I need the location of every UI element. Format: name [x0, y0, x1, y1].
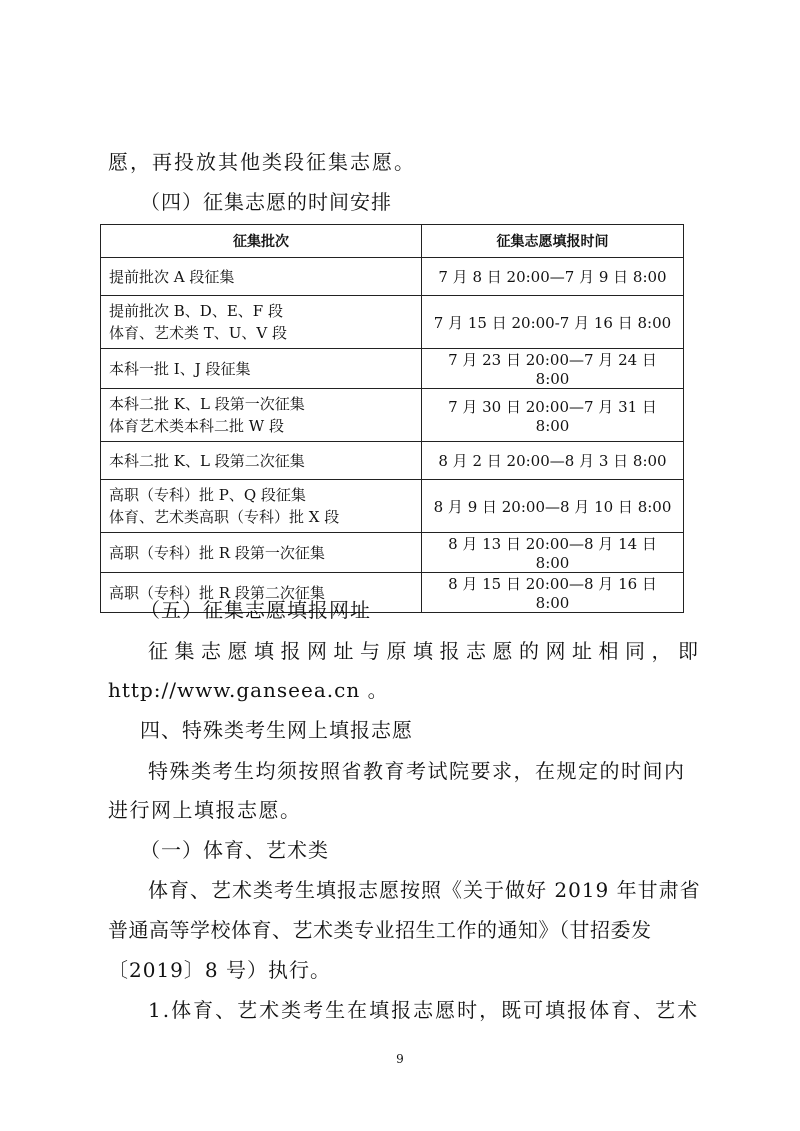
- batch-line: 体育、艺术类 T、U、V 段: [109, 324, 288, 342]
- batch-line: 本科二批 K、L 段第二次征集: [109, 451, 305, 470]
- column-header-batch: 征集批次: [101, 225, 422, 258]
- chapter-heading-special-candidates: 四、特殊类考生网上填报志愿: [140, 718, 413, 742]
- page-number: 9: [396, 1052, 404, 1066]
- table-row: [101, 442, 684, 480]
- schedule-table: [100, 224, 684, 613]
- time-cell: 8 月 2 日 20:00—8 月 3 日 8:00: [422, 442, 684, 480]
- batch-line: 提前批次 B、D、E、F 段: [109, 302, 283, 320]
- batch-line: 提前批次 A 段征集: [109, 267, 235, 286]
- table-row: [101, 258, 684, 296]
- batch-cell: [101, 349, 422, 389]
- batch-line: 体育艺术类本科二批 W 段: [109, 417, 284, 435]
- paragraph-line: 1.体育、艺术类考生在填报志愿时，既可填报体育、艺术: [148, 998, 700, 1022]
- time-cell: 7 月 30 日 20:00—7 月 31 日 8:00: [422, 389, 684, 442]
- table-row: [101, 296, 684, 349]
- batch-cell: [101, 442, 422, 480]
- paragraph-line: 特殊类考生均须按照省教育考试院要求，在规定的时间内: [148, 759, 686, 783]
- paragraph-line: 进行网上填报志愿。: [108, 798, 302, 822]
- table-header-row: [101, 225, 684, 258]
- subsection-heading-sports-arts: （一）体育、艺术类: [140, 838, 329, 862]
- section-heading-schedule: （四）征集志愿的时间安排: [140, 190, 392, 214]
- time-cell: 7 月 8 日 20:00—7 月 9 日 8:00: [422, 258, 684, 296]
- table-row: [101, 533, 684, 573]
- time-cell: 7 月 23 日 20:00—7 月 24 日 8:00: [422, 349, 684, 389]
- section-heading-website: （五）征集志愿填报网址: [140, 598, 371, 622]
- batch-line: 本科二批 K、L 段第一次征集: [109, 395, 305, 413]
- batch-cell: [101, 296, 422, 349]
- paragraph-line: 〔2019〕8 号）执行。: [108, 958, 331, 982]
- time-cell: 8 月 9 日 20:00—8 月 10 日 8:00: [422, 480, 684, 533]
- batch-cell: [101, 258, 422, 296]
- table-row: [101, 480, 684, 533]
- paragraph-line: 征集志愿填报网址与原填报志愿的网址相同，即: [148, 639, 705, 663]
- time-cell: 7 月 15 日 20:00-7 月 16 日 8:00: [422, 296, 684, 349]
- batch-cell: [101, 533, 422, 573]
- table-row: [101, 389, 684, 442]
- paragraph-continuation: 愿，再投放其他类段征集志愿。: [108, 150, 416, 174]
- paragraph-line: 普通高等学校体育、艺术类专业招生工作的通知》（甘招委发: [108, 918, 652, 942]
- batch-line: 本科一批 I、J 段征集: [109, 359, 251, 378]
- batch-line: 高职（专科）批 P、Q 段征集: [109, 486, 306, 504]
- batch-line: 体育、艺术类高职（专科）批 X 段: [109, 508, 340, 526]
- time-cell: 8 月 13 日 20:00—8 月 14 日 8:00: [422, 533, 684, 573]
- table-row: [101, 349, 684, 389]
- batch-cell: [101, 389, 422, 442]
- website-url: http://www.ganseea.cn 。: [108, 678, 389, 702]
- batch-line: 高职（专科）批 R 段第二次征集: [109, 583, 325, 602]
- batch-line: 高职（专科）批 R 段第一次征集: [109, 543, 325, 562]
- paragraph-line: 体育、艺术类考生填报志愿按照《关于做好 2019 年甘肃省: [148, 878, 701, 902]
- batch-cell: [101, 480, 422, 533]
- time-cell: 8 月 15 日 20:00—8 月 16 日 8:00: [422, 573, 684, 613]
- column-header-time: 征集志愿填报时间: [422, 225, 684, 258]
